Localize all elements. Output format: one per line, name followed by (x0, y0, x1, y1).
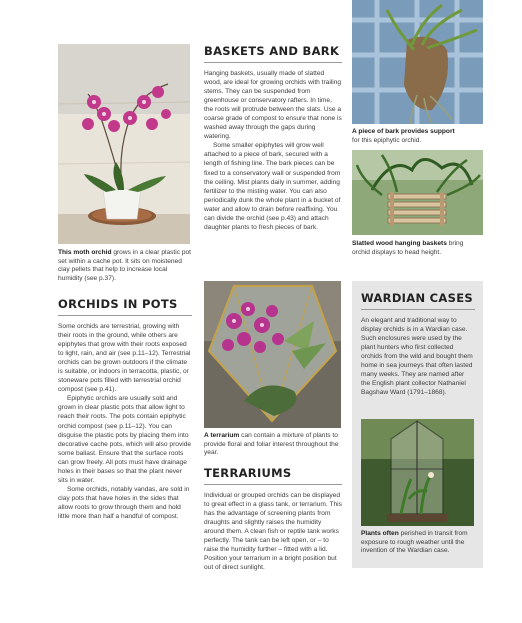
caption-bold: A terrarium (204, 432, 240, 439)
basket-caption (352, 240, 483, 257)
wardian-case-photo (361, 419, 474, 526)
paragraph: An elegant and traditional way to display orchids is in a Wardian case. Such enclosures were used by the plant hunters who first collected orchids from the wild and bought them home in sea journeys that often lasted many weeks. They are named after the English plant collector Nathaniel Bagshaw Ward (1791–1868). (361, 317, 473, 397)
caption-bold: Slatted wood hanging baskets (352, 240, 447, 247)
caption-text: bring orchid displays to head height. (352, 240, 464, 256)
bark-caption (352, 128, 483, 145)
caption-bold: Plants often (361, 530, 399, 537)
baskets-and-bark-heading: BASKETS AND BARK (204, 44, 342, 63)
wardian-cases-heading: WARDIAN CASES (361, 291, 475, 310)
hanging-basket-photo (352, 150, 483, 235)
paragraph: Some smaller epiphytes will grow well attached to a piece of bark, secured with a length of fishing line. The bark pieces can be fixed to a conservatory wall or suspended from the ceiling. Mist plants daily in summer, adding fertilizer to the misting water. You can also periodically dunk the whole plant in a bucket of water and allow to drain before reaffixing. You can divide the orchid (see p.43) and attach daughter plants to fresh pieces of bark. (204, 142, 341, 231)
wardian-caption (361, 530, 477, 556)
caption-text: can contain a mixture of plants to provide floral and foliar interest throughout the year. (204, 432, 339, 457)
caption-text: grows in a clear plastic pot set within a cache pot. It sits on moistened clay pellets that help to increase local humidity (see p.37). (58, 249, 192, 282)
paragraph: Some orchids are terrestrial, growing with their roots in the ground, while others are epiphytes that grow with their roots exposed to light, rain, and air (see p.11–12). Terrestrial orchids can be grown outdoors if the climate is suitable, or indoors in terracotta, plastic, or stoneware pots filled with terrestrial orchid compost (see p.41). (58, 323, 191, 394)
caption-bold: This moth orchid (58, 249, 112, 256)
terrariums-heading: TERRARIUMS (204, 466, 342, 485)
moth-orchid-caption (58, 249, 192, 283)
wardian-cases-box (352, 281, 483, 568)
baskets-and-bark-section (204, 44, 342, 232)
orchids-in-pots-heading: ORCHIDS IN POTS (58, 297, 192, 316)
terrariums-section (204, 466, 342, 572)
paragraph: Individual or grouped orchids can be displayed to great effect in a glass tank, or terrarium. This has the advantage of screening plants from draughts and slightly raises the humidity around them. A clean fish or reptile tank works perfectly. The tank can be left open, or – to raise the humidity further – fitted with a lid. Position your terrarium in a bright position but out of direct sunlight. (204, 492, 342, 572)
orchids-in-pots-section (58, 297, 192, 521)
terrarium-caption (204, 432, 342, 458)
paragraph: Some orchids, notably vandas, are sold in clay pots that have holes in the sides that allow roots to grow through them and hold little more than half a handful of compost. (58, 485, 190, 520)
bark-orchid-photo (352, 0, 483, 124)
caption-text: for this epiphytic orchid. (352, 136, 422, 144)
paragraph: Epiphytic orchids are usually sold and grown in clear plastic pots that allow light to reach their roots. The pots contain epiphytic orchid compost (see p.11–12). You can disguise the plastic pots by placing them into decorative cache pots, which will also provide some ballast. Ensure that the surface roots can grow freely. All pots must have drainage holes in their bases so that the plant never sits in water. (58, 395, 192, 484)
moth-orchid-photo (58, 44, 190, 244)
paragraph: Hanging baskets, usually made of slatted wood, are ideal for growing orchids with trailing stems. They can be suspended from greenhouse or conservatory rafters. In time, the roots will protrude between the slats. Use a coarse grade of compost to ensure that none is washed away through the gaps during watering. (204, 70, 342, 141)
caption-text: perished in transit from exposure to rough weather until the invention of the Wardian case. (361, 530, 468, 555)
terrarium-photo (204, 281, 341, 428)
caption-bold: A piece of bark provides support (352, 128, 455, 135)
